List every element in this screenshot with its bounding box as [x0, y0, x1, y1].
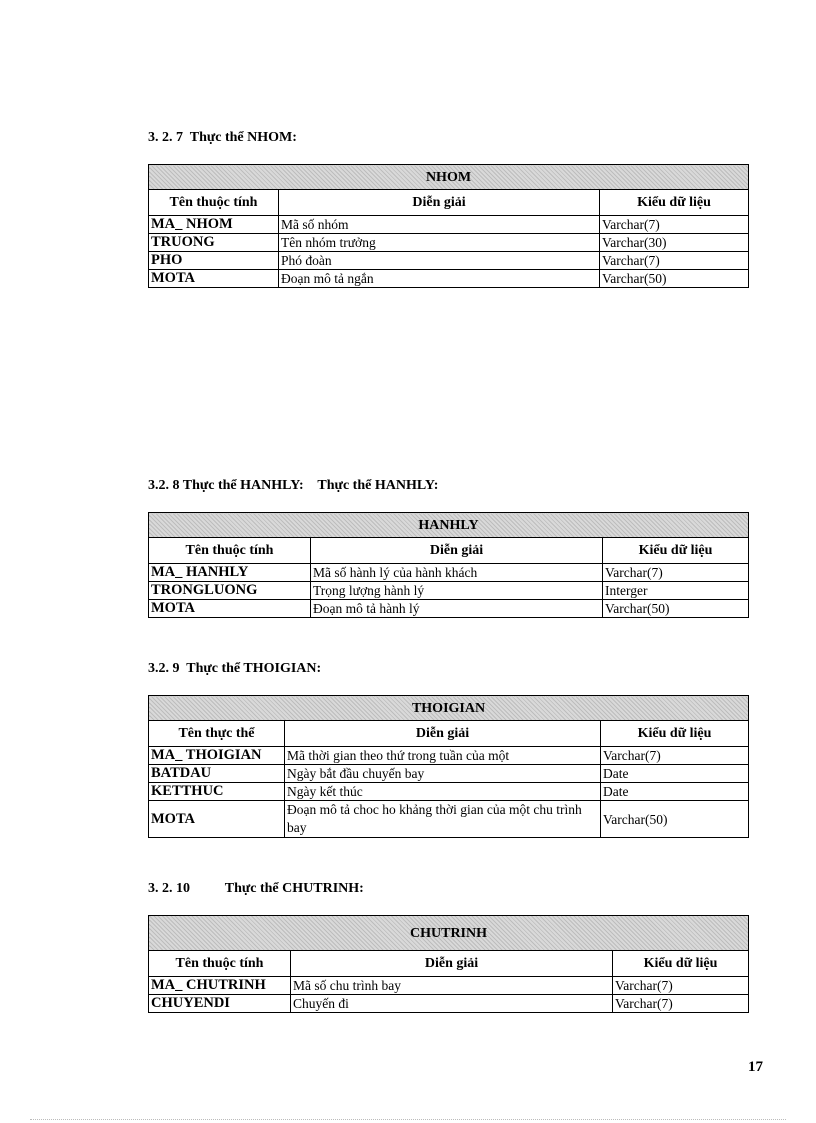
table-nhom — [148, 164, 749, 288]
column-header: Diễn giải — [291, 951, 613, 977]
table-row — [149, 977, 749, 995]
column-header: Kiểu dữ liệu — [601, 721, 749, 747]
attribute-description: Tên nhóm trưởng — [279, 234, 600, 252]
attribute-name: MOTA — [149, 801, 285, 838]
column-header: Tên thực thể — [149, 721, 285, 747]
attribute-type: Varchar(7) — [600, 252, 749, 270]
attribute-type: Varchar(7) — [600, 216, 749, 234]
attribute-description: Mã thời gian theo thứ trong tuần của một — [285, 747, 601, 765]
attribute-type: Interger — [603, 582, 749, 600]
table-row — [149, 801, 749, 838]
attribute-name: MOTA — [149, 270, 279, 288]
table-row — [149, 252, 749, 270]
attribute-type: Varchar(50) — [603, 600, 749, 618]
column-header: Kiểu dữ liệu — [603, 538, 749, 564]
attribute-name: MA_ HANHLY — [149, 564, 311, 582]
attribute-type: Varchar(7) — [613, 977, 749, 995]
section-heading-chutrinh: 3. 2. 10 Thực thể CHUTRINH: — [148, 881, 364, 896]
section-heading-thoigian: 3.2. 9 Thực thể THOIGIAN: — [148, 661, 322, 676]
attribute-name: CHUYENDI — [149, 995, 291, 1013]
attribute-description: Ngày kết thúc — [285, 783, 601, 801]
attribute-name: BATDAU — [149, 765, 285, 783]
section-heading-nhom: 3. 2. 7 Thực thể NHOM: — [148, 130, 297, 145]
attribute-description: Ngày bắt đầu chuyến bay — [285, 765, 601, 783]
attribute-name: KETTHUC — [149, 783, 285, 801]
table-row — [149, 765, 749, 783]
attribute-description: Mã số nhóm — [279, 216, 600, 234]
attribute-type: Varchar(7) — [603, 564, 749, 582]
table-title: CHUTRINH — [149, 916, 749, 951]
attribute-description: Mã số hành lý của hành khách — [311, 564, 603, 582]
table-chutrinh — [148, 915, 749, 1013]
attribute-name: MA_ THOIGIAN — [149, 747, 285, 765]
column-header: Diễn giải — [279, 190, 600, 216]
attribute-type: Varchar(7) — [613, 995, 749, 1013]
page-number: 17 — [748, 1059, 763, 1075]
page-footer-divider — [30, 1119, 786, 1120]
attribute-description: Đoạn mô tả choc ho khảng thời gian của một chu trình bay — [285, 801, 601, 838]
attribute-name: MA_ CHUTRINH — [149, 977, 291, 995]
table-row — [149, 564, 749, 582]
table-row — [149, 995, 749, 1013]
attribute-name: TRUONG — [149, 234, 279, 252]
table-row — [149, 216, 749, 234]
attribute-description: Phó đoàn — [279, 252, 600, 270]
table-title: THOIGIAN — [149, 696, 749, 721]
table-row — [149, 783, 749, 801]
table-row — [149, 600, 749, 618]
attribute-description: Chuyến đi — [291, 995, 613, 1013]
table-row — [149, 582, 749, 600]
column-header: Tên thuộc tính — [149, 538, 311, 564]
table-hanhly — [148, 512, 749, 618]
attribute-type: Varchar(50) — [601, 801, 749, 838]
table-row — [149, 270, 749, 288]
column-header: Kiểu dữ liệu — [600, 190, 749, 216]
attribute-name: TRONGLUONG — [149, 582, 311, 600]
attribute-name: MA_ NHOM — [149, 216, 279, 234]
attribute-type: Date — [601, 783, 749, 801]
attribute-name: MOTA — [149, 600, 311, 618]
attribute-description: Đoạn mô tả hành lý — [311, 600, 603, 618]
column-header: Kiểu dữ liệu — [613, 951, 749, 977]
attribute-description: Trọng lượng hành lý — [311, 582, 603, 600]
attribute-name: PHO — [149, 252, 279, 270]
section-heading-hanhly: 3.2. 8 Thực thể HANHLY: Thực thể HANHLY: — [148, 478, 439, 493]
attribute-description: Mã số chu trình bay — [291, 977, 613, 995]
attribute-type: Varchar(30) — [600, 234, 749, 252]
table-title: NHOM — [149, 165, 749, 190]
table-title: HANHLY — [149, 513, 749, 538]
attribute-type: Varchar(50) — [600, 270, 749, 288]
column-header: Diễn giải — [285, 721, 601, 747]
column-header: Tên thuộc tính — [149, 190, 279, 216]
table-row — [149, 234, 749, 252]
attribute-type: Varchar(7) — [601, 747, 749, 765]
column-header: Tên thuộc tính — [149, 951, 291, 977]
attribute-description: Đoạn mô tả ngắn — [279, 270, 600, 288]
table-thoigian — [148, 695, 749, 838]
attribute-type: Date — [601, 765, 749, 783]
table-row — [149, 747, 749, 765]
column-header: Diễn giải — [311, 538, 603, 564]
